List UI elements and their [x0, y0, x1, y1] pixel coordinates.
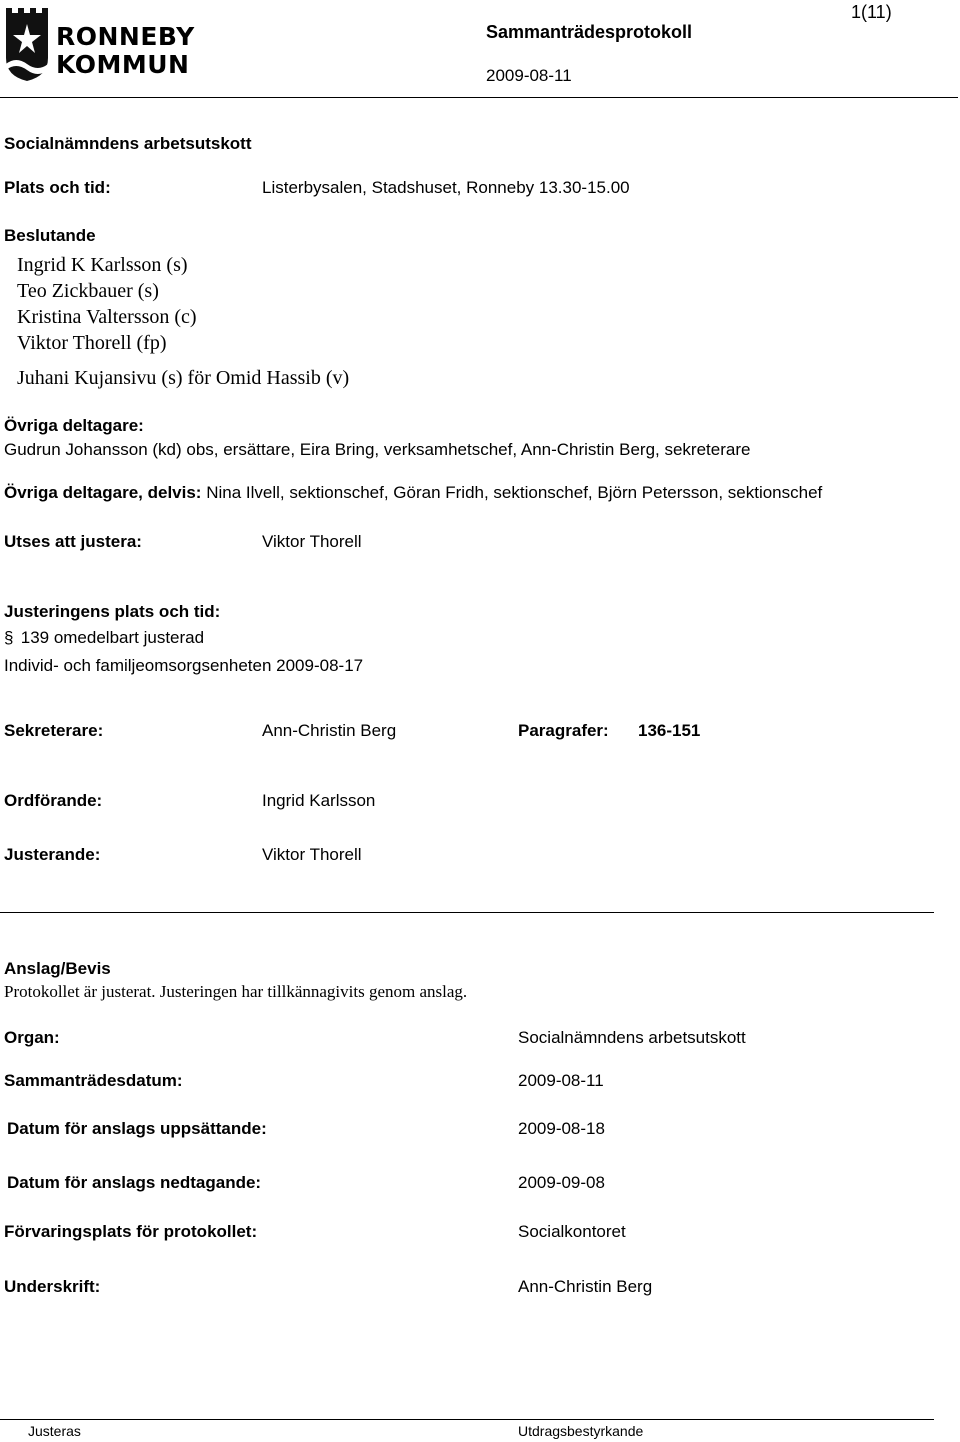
paragraphs-value: 136-151 — [638, 721, 701, 740]
adjust-line-1-text: 139 omedelbart justerad — [20, 628, 205, 647]
others-partial-value: Nina Ilvell, sektionschef, Göran Fridh, sektionschef, Björn Petersson, sektionschef — [206, 483, 823, 502]
organ-label: Organ: — [4, 1028, 60, 1047]
others-label: Övriga deltagare: — [4, 416, 144, 435]
others-partial — [4, 483, 822, 503]
adjust-line-1 — [4, 628, 204, 648]
decision-substitute: Juhani Kujansivu (s) för Omid Hassib (v) — [17, 367, 350, 389]
organ-value: Socialnämndens arbetsutskott — [518, 1028, 746, 1047]
decision-member: Kristina Valtersson (c) — [17, 306, 197, 328]
logo-line-1: RONNEBY — [56, 22, 195, 51]
removed-label: Datum för anslags nedtagande: — [7, 1173, 262, 1192]
storage-value: Socialkontoret — [518, 1222, 626, 1241]
footer-right: Utdragsbestyrkande — [518, 1423, 644, 1439]
notice-divider — [0, 912, 934, 913]
decision-member: Teo Zickbauer (s) — [17, 280, 159, 302]
place-value: Listerbysalen, Stadshuset, Ronneby 13.30-15.00 — [262, 178, 630, 197]
adjust-line-2: Individ- och familjeomsorgsenheten 2009-08-17 — [4, 656, 364, 675]
document-date: 2009-08-11 — [486, 66, 572, 85]
decision-member: Ingrid K Karlsson (s) — [17, 254, 188, 276]
meeting-date-label: Sammanträdesdatum: — [4, 1071, 183, 1090]
others-value: Gudrun Johansson (kd) obs, ersättare, Eira Bring, verksamhetschef, Ann-Christin Berg, sekreterare — [4, 440, 751, 459]
committee-name: Socialnämndens arbetsutskott — [4, 134, 252, 153]
posted-value: 2009-08-18 — [518, 1119, 605, 1138]
logo — [4, 6, 214, 86]
document-type: Sammanträdesprotokoll — [486, 22, 693, 42]
logo-line-2: KOMMUN — [56, 50, 190, 79]
decision-label: Beslutande — [4, 226, 96, 245]
notice-title: Anslag/Bevis — [4, 959, 111, 978]
decision-member: Viktor Thorell (fp) — [17, 332, 167, 354]
footer-divider — [0, 1419, 934, 1420]
paragraph-icon: § — [4, 628, 14, 647]
others-partial-label: Övriga deltagare, delvis: — [4, 483, 202, 502]
paragraphs-label: Paragrafer: — [518, 721, 609, 740]
posted-label: Datum för anslags uppsättande: — [7, 1119, 267, 1138]
footer-left: Justeras — [28, 1423, 81, 1439]
signature-value: Ann-Christin Berg — [518, 1277, 653, 1296]
header-divider — [0, 97, 958, 98]
removed-value: 2009-09-08 — [518, 1173, 605, 1192]
appointed-value: Viktor Thorell — [262, 532, 362, 551]
notice-text: Protokollet är justerat. Justeringen har tillkännagivits genom anslag. — [4, 982, 468, 1001]
signature-label: Underskrift: — [4, 1277, 101, 1296]
secretary-label: Sekreterare: — [4, 721, 104, 740]
adjuster-value: Viktor Thorell — [262, 845, 362, 864]
adjuster-label: Justerande: — [4, 845, 101, 864]
ronneby-coat-of-arms-icon — [4, 6, 50, 82]
secretary-value: Ann-Christin Berg — [262, 721, 397, 740]
chair-label: Ordförande: — [4, 791, 103, 810]
adjust-label: Justeringens plats och tid: — [4, 602, 221, 621]
place-label: Plats och tid: — [4, 178, 111, 197]
meeting-date-value: 2009-08-11 — [518, 1071, 604, 1090]
storage-label: Förvaringsplats för protokollet: — [4, 1222, 258, 1241]
page-indicator: 1(11) — [851, 2, 892, 22]
appointed-label: Utses att justera: — [4, 532, 142, 551]
chair-value: Ingrid Karlsson — [262, 791, 376, 810]
